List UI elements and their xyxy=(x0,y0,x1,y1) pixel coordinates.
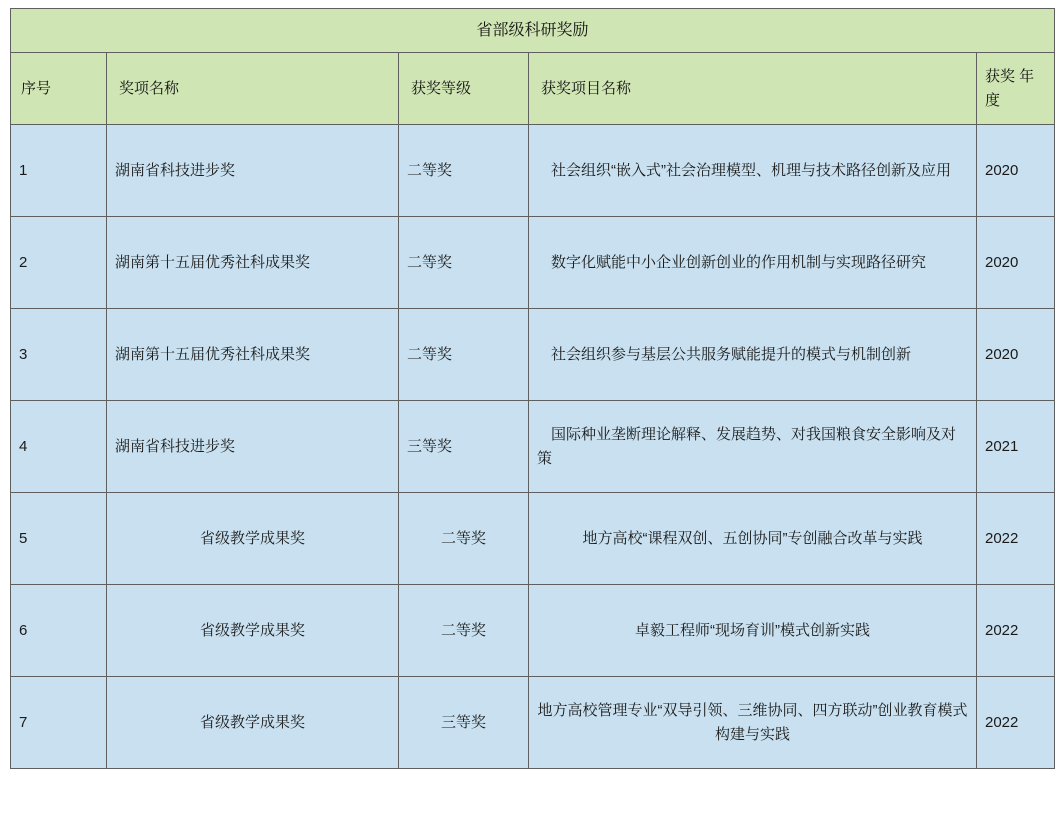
cell-project-name: 地方高校管理专业“双导引领、三维协同、四方联动”创业教育模式构建与实践 xyxy=(529,677,977,769)
column-header-seq: 序号 xyxy=(11,53,107,125)
cell-award-name: 湖南省科技进步奖 xyxy=(107,401,399,493)
cell-award-level: 二等奖 xyxy=(399,309,529,401)
cell-award-name: 省级教学成果奖 xyxy=(107,585,399,677)
cell-project-name: 社会组织参与基层公共服务赋能提升的模式与机制创新 xyxy=(529,309,977,401)
cell-award-level: 三等奖 xyxy=(399,401,529,493)
cell-award-level: 二等奖 xyxy=(399,493,529,585)
cell-year: 2021 xyxy=(977,401,1055,493)
table-row xyxy=(11,677,1055,769)
cell-year: 2020 xyxy=(977,217,1055,309)
cell-seq: 6 xyxy=(11,585,107,677)
cell-seq: 7 xyxy=(11,677,107,769)
table-row xyxy=(11,401,1055,493)
cell-seq: 3 xyxy=(11,309,107,401)
cell-project-name: 数字化赋能中小企业创新创业的作用机制与实现路径研究 xyxy=(529,217,977,309)
cell-award-name: 省级教学成果奖 xyxy=(107,677,399,769)
cell-project-name: 地方高校“课程双创、五创协同”专创融合改革与实践 xyxy=(529,493,977,585)
cell-award-level: 二等奖 xyxy=(399,125,529,217)
column-header-name: 奖项名称 xyxy=(107,53,399,125)
cell-project-name: 社会组织“嵌入式”社会治理模型、机理与技术路径创新及应用 xyxy=(529,125,977,217)
cell-year: 2022 xyxy=(977,493,1055,585)
cell-award-level: 二等奖 xyxy=(399,585,529,677)
cell-seq: 4 xyxy=(11,401,107,493)
table-row xyxy=(11,217,1055,309)
table-title-row xyxy=(11,9,1055,53)
table-title: 省部级科研奖励 xyxy=(11,9,1055,53)
award-table xyxy=(10,8,1055,769)
table-row xyxy=(11,585,1055,677)
cell-seq: 5 xyxy=(11,493,107,585)
cell-seq: 2 xyxy=(11,217,107,309)
cell-award-name: 湖南第十五届优秀社科成果奖 xyxy=(107,309,399,401)
cell-project-name: 卓毅工程师“现场育训”模式创新实践 xyxy=(529,585,977,677)
cell-award-name: 湖南第十五届优秀社科成果奖 xyxy=(107,217,399,309)
cell-year: 2020 xyxy=(977,125,1055,217)
cell-year: 2020 xyxy=(977,309,1055,401)
column-header-level: 获奖等级 xyxy=(399,53,529,125)
cell-award-name: 省级教学成果奖 xyxy=(107,493,399,585)
cell-award-level: 三等奖 xyxy=(399,677,529,769)
table-row xyxy=(11,125,1055,217)
cell-year: 2022 xyxy=(977,585,1055,677)
cell-award-level: 二等奖 xyxy=(399,217,529,309)
cell-seq: 1 xyxy=(11,125,107,217)
column-header-year: 获奖 年度 xyxy=(977,53,1055,125)
cell-project-name: 国际种业垄断理论解释、发展趋势、对我国粮食安全影响及对策 xyxy=(529,401,977,493)
cell-award-name: 湖南省科技进步奖 xyxy=(107,125,399,217)
column-header-project: 获奖项目名称 xyxy=(529,53,977,125)
cell-year: 2022 xyxy=(977,677,1055,769)
table-header-row xyxy=(11,53,1055,125)
table-row xyxy=(11,309,1055,401)
table-row xyxy=(11,493,1055,585)
